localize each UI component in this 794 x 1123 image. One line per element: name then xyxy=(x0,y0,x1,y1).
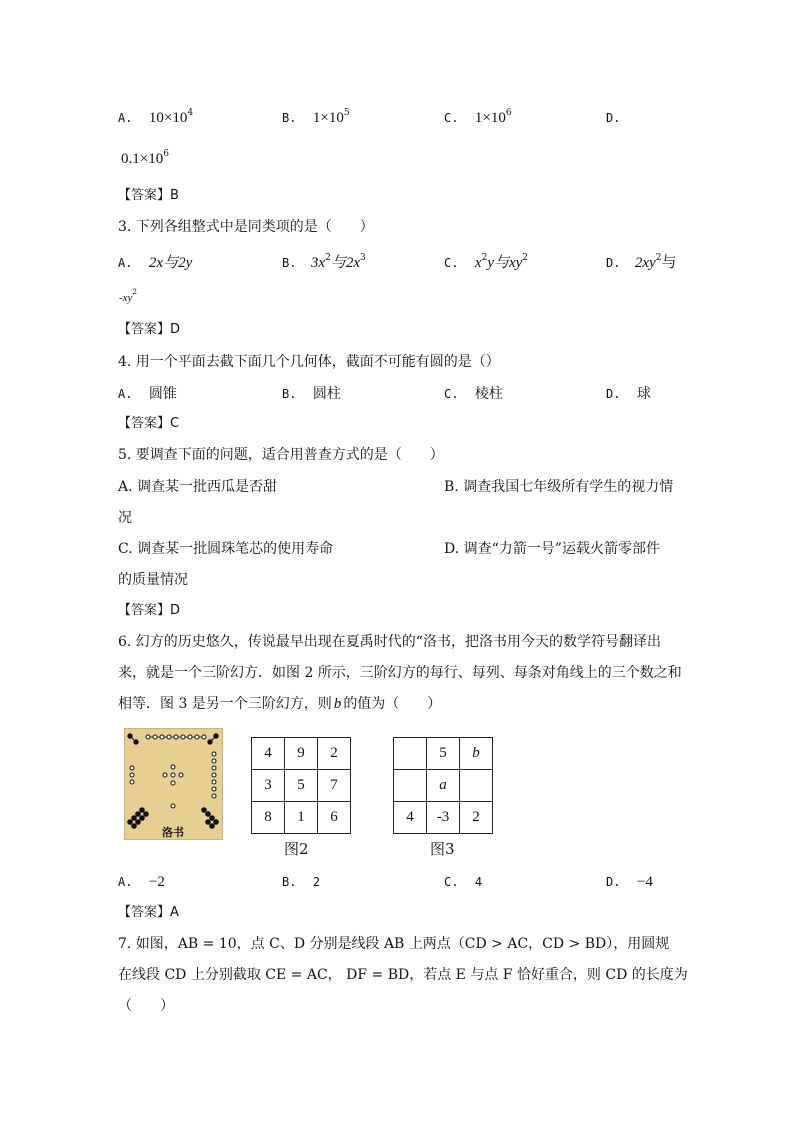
q6-option-b xyxy=(282,872,320,892)
q2-opt-c-exp: 6 xyxy=(505,108,512,118)
q2-opt-d-label: D. xyxy=(606,111,621,125)
q6-line3 xyxy=(118,694,441,714)
q3-option-a xyxy=(118,253,192,273)
fig2-row xyxy=(252,770,351,802)
q3-opt-c-part1: x xyxy=(474,255,482,271)
fig3-row xyxy=(394,738,493,770)
q5-option-b-continued: 况 xyxy=(118,510,132,526)
fig3-magic-square xyxy=(393,737,493,834)
q2-option-c xyxy=(444,108,512,128)
q5-option-a: A. 调查某一批西瓜是否甜 xyxy=(118,479,278,495)
q2-opt-a-exp: 4 xyxy=(187,108,194,118)
q3-opt-c-exp2: 2 xyxy=(522,253,529,263)
q7-line1: 7. 如图，AB = 10，点 C、D 分别是线段 AB 上两点（CD > AC，CD > BD），用圆规 xyxy=(118,936,670,952)
fig3-cell: 2 xyxy=(460,802,493,834)
q6-line3-text: 相等．图 3 是另一个三阶幻方，则 xyxy=(118,696,332,712)
fig2-cell: 7 xyxy=(318,770,351,802)
q2-opt-b-exp: 5 xyxy=(343,108,350,118)
q5-option-d-continued: 的质量情况 xyxy=(118,572,188,588)
q4-opt-a-label: A. xyxy=(118,387,133,401)
q4-stem: 4. 用一个平面去截下面几个几何体，截面不可能有圆的是（） xyxy=(118,354,500,370)
q3-opt-a-label: A. xyxy=(118,256,133,270)
q6-opt-d-label: D. xyxy=(606,875,621,889)
fig3-row xyxy=(394,802,493,834)
q6-option-c xyxy=(444,872,482,892)
q2-opt-c-text: 1×10 xyxy=(474,110,506,126)
q3-opt-d-cont-exp: 2 xyxy=(132,288,137,296)
q4-option-d xyxy=(606,384,651,404)
q4-opt-a-text: 圆锥 xyxy=(148,386,177,402)
q2-opt-b-text: 1×10 xyxy=(312,110,344,126)
q3-stem: 3. 下列各组整式中是同类项的是（ ） xyxy=(118,219,374,235)
q3-opt-b-part1: 3x xyxy=(310,255,326,271)
q3-opt-b-exp1: 2 xyxy=(325,253,331,263)
q6-line3-end: 的值为（ ） xyxy=(343,696,442,712)
q6-var-b: b xyxy=(333,696,342,712)
q5-option-b: B. 调查我国七年级所有学生的视力情 xyxy=(444,479,674,495)
q6-opt-a-text: −2 xyxy=(148,874,165,890)
q6-line2: 来，就是一个三阶幻方．如图 2 所示，三阶幻方的每行、每列、每条对角线上的三个数之和 xyxy=(118,665,682,681)
q4-opt-c-label: C. xyxy=(444,387,459,401)
fig2-cell: 5 xyxy=(285,770,318,802)
q5-answer: 【答案】D xyxy=(118,603,181,618)
fig3-cell xyxy=(460,770,493,802)
q4-opt-c-text: 棱柱 xyxy=(474,386,503,402)
q6-opt-b-label: B. xyxy=(282,875,297,889)
q3-opt-b-part2: 与2x xyxy=(330,255,360,271)
q4-opt-b-label: B. xyxy=(282,387,297,401)
fig2-row xyxy=(252,802,351,834)
q2-opt-a-label: A. xyxy=(118,111,133,125)
q6-answer: 【答案】A xyxy=(118,905,179,920)
q2-opt-d-text: 0.1×10 xyxy=(121,151,164,167)
fig2-cell: 6 xyxy=(318,802,351,834)
q3-opt-b-exp2: 3 xyxy=(359,253,366,263)
q2-answer: 【答案】B xyxy=(118,188,179,203)
fig2-row xyxy=(252,738,351,770)
fig3-cell: a xyxy=(427,770,460,802)
q2-opt-d-exp: 6 xyxy=(163,149,169,159)
q4-option-a xyxy=(118,384,177,404)
q4-opt-b-text: 圆柱 xyxy=(312,386,341,402)
fig2-cell: 8 xyxy=(252,802,285,834)
q6-opt-d-text: −4 xyxy=(636,874,653,890)
q7-line3: （ ） xyxy=(118,998,174,1014)
q2-option-b xyxy=(282,108,350,128)
q4-opt-d-label: D. xyxy=(606,387,621,401)
q6-opt-a-label: A. xyxy=(118,875,133,889)
q3-option-b xyxy=(282,253,366,273)
q6-option-d xyxy=(606,872,653,892)
q4-option-c xyxy=(444,384,503,404)
fig3-cell: -3 xyxy=(427,802,460,834)
q3-option-c xyxy=(444,253,528,273)
q2-option-a xyxy=(118,108,193,128)
luoshu-image xyxy=(124,728,223,840)
q3-opt-c-exp1: 2 xyxy=(481,253,488,263)
fig3-cell xyxy=(394,770,427,802)
q2-opt-c-label: C. xyxy=(444,111,459,125)
q3-opt-d-exp1: 2 xyxy=(655,253,662,263)
fig2-caption: 图2 xyxy=(284,840,309,858)
fig3-caption: 图3 xyxy=(430,840,455,858)
q3-option-d xyxy=(606,253,676,273)
fig2-cell: 9 xyxy=(285,738,318,770)
q3-opt-c-part2: y与xy xyxy=(487,255,523,271)
fig3-row xyxy=(394,770,493,802)
q2-opt-a-text: 10×10 xyxy=(148,110,188,126)
fig3-cell: 4 xyxy=(394,802,427,834)
fig3-cell xyxy=(394,738,427,770)
q4-option-b xyxy=(282,384,341,404)
q6-option-a xyxy=(118,872,165,892)
q3-opt-c-label: C. xyxy=(444,256,459,270)
q2-option-d-value xyxy=(121,149,169,169)
q3-opt-d-part1: 2xy xyxy=(634,255,656,271)
q5-option-c: C. 调查某一批圆珠笔芯的使用寿命 xyxy=(118,541,334,557)
q3-answer: 【答案】D xyxy=(118,322,181,337)
q2-option-d-label xyxy=(606,108,620,128)
fig2-magic-square xyxy=(251,737,351,834)
q4-answer: 【答案】C xyxy=(118,416,180,431)
q3-option-d-continued xyxy=(119,288,137,308)
q6-opt-b-text: 2 xyxy=(312,875,321,889)
fig3-cell: b xyxy=(460,738,493,770)
q3-opt-a-text: 2x与2y xyxy=(148,255,193,271)
q6-opt-c-text: 4 xyxy=(474,875,483,889)
q3-opt-d-label: D. xyxy=(606,256,621,270)
q6-line1: 6. 幻方的历史悠久，传说最早出现在夏禹时代的“洛书，把洛书用今天的数学符号翻译出 xyxy=(118,634,661,650)
q6-opt-c-label: C. xyxy=(444,875,459,889)
q4-opt-d-text: 球 xyxy=(636,386,651,402)
fig2-cell: 1 xyxy=(285,802,318,834)
q2-opt-b-label: B. xyxy=(282,111,297,125)
fig2-cell: 2 xyxy=(318,738,351,770)
fig2-cell: 3 xyxy=(252,770,285,802)
q5-stem: 5. 要调查下面的问题，适合用普查方式的是（ ） xyxy=(118,447,444,463)
fig3-cell: 5 xyxy=(427,738,460,770)
q5-option-d: D. 调查“力箭一号”运载火箭零部件 xyxy=(444,541,660,557)
q7-line2: 在线段 CD 上分别截取 CE = AC， DF = BD，若点 E 与点 F 恰好重合，则 CD 的长度为 xyxy=(118,967,688,983)
q3-opt-d-part2: 与 xyxy=(661,255,677,271)
luoshu-label: 洛书 xyxy=(162,826,184,839)
q3-opt-b-label: B. xyxy=(282,256,297,270)
q3-opt-d-cont: -xy xyxy=(119,292,133,304)
fig2-cell: 4 xyxy=(252,738,285,770)
